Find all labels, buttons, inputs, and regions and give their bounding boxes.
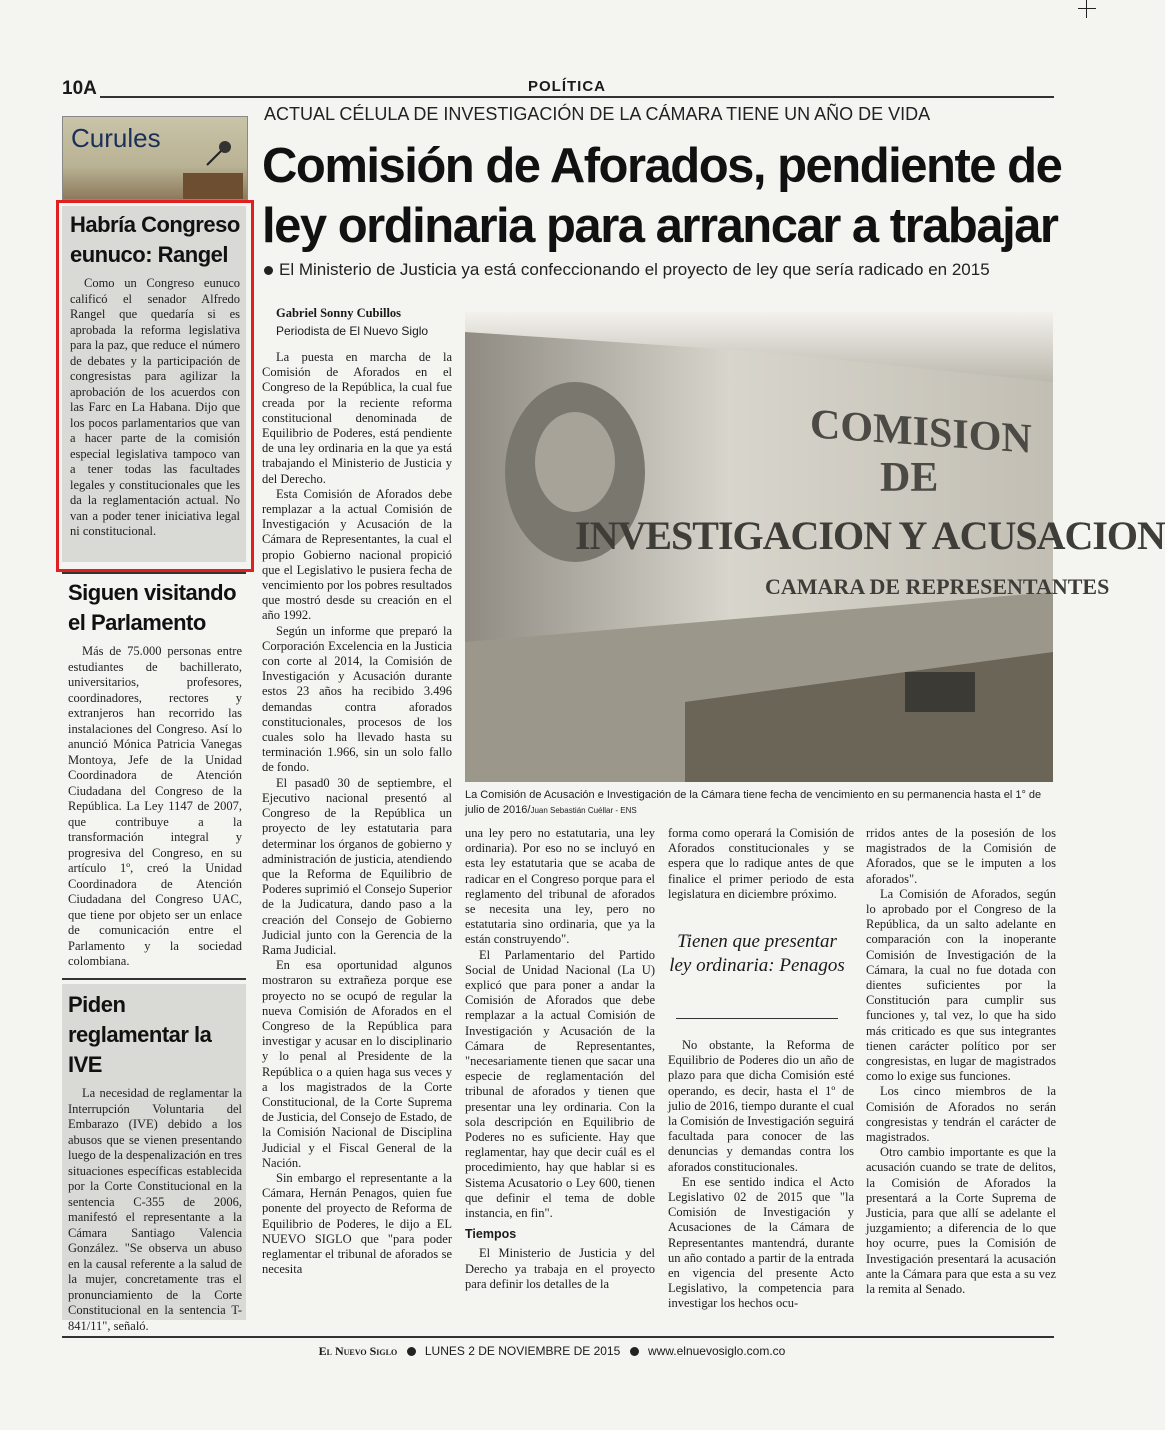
brief-1 xyxy=(62,206,246,562)
brief-1-body: Como un Congreso eunuco calificó el senador Alfredo Rangel que quedaría si es aprobada la reforma legislativa para la paz, que reduce el número de debates y la participación de congresistas para agilizar la aprobación de los acuerdos con las Farc en La Habana. Dijo que los pocos parlamentarios que van a hacer parte de la comisión especial legislativa tampoco van a tener todas las facultades legales y constitucionales que les da la reglamentación actual. No van a poder tener iniciativa legal ni constitucional. xyxy=(70,276,240,538)
bullet-icon xyxy=(630,1347,639,1356)
paragraph: Otro cambio importante es que la acusación cuando se trate de delitos, la Comisión de Aforados la presentará a la Corte Suprema de Justicia, para que allí se adelante el juzgamiento; a diferencia de lo que hoy ocurre, pues la Comisión de Investigación presentará la acusación ante la Cámara para que esta a su vez la remita al Senado. xyxy=(866,1145,1056,1297)
microphone-icon xyxy=(203,139,233,169)
page-number: 10A xyxy=(62,78,97,99)
bullet-icon xyxy=(264,266,273,275)
sidebar-divider xyxy=(62,978,246,980)
brief-2 xyxy=(62,576,246,966)
sign-line-1: COMISION xyxy=(810,401,1032,463)
author-name: Gabriel Sonny Cubillos xyxy=(276,306,402,320)
paragraph: Esta Comisión de Aforados debe remplazar a la actual Comisión de Investigación y Acusación de la Cámara de Representantes, la cual el propio Gobierno nacional propició que el Legislativo le pusiera fecha de vencimiento por los pobres resultados que mostró desde su creación en el año 1992. xyxy=(262,486,452,623)
brief-2-body: Más de 75.000 personas entre estudiantes de bachillerato, universitarios, profesores, coordinadores, rectores y extranjeros han recorrido las instalaciones del Congreso. Así lo anunció Mónica Patricia Vanegas Montoya, Jefe de la Unidad Coordinadora de Atención Ciudadana del Congreso de la República. La Ley 1147 de 2007, que contribuye a la transformación integral y progresiva del Congreso, en su artículo 1º, creó la Unidad Coordinadora de Atención Ciudadana del Congreso UAC, que tiene por objeto ser un enlace de comunicación entre el Parlamento y la sociedad colombiana. xyxy=(68,644,242,968)
brief-2-heading: Siguen visitando el Parlamento xyxy=(68,580,237,635)
paragraph: El Ministerio de Justicia y del Derecho ya trabaja en el proyecto para definir los detalles de la xyxy=(465,1246,655,1291)
paragraph: una ley pero no estatutaria, una ley ordinaria). Por eso no se incluyó en esta ley estatutaria que se acaba de radicar en el Congreso porque para el reglamento del tribunal de aforados se necesita una ley, pero no estatutaria sino ordinaria, que ya la están construyendo". xyxy=(465,826,655,947)
paragraph: El pasad0 30 de septiembre, el Ejecutivo nacional presentó al Congreso de la República un proyecto de ley estatutaria para determinar los órganos de gobierno y administración de justicia, atendiendo que la Reforma de Equilibrio de Poderes suprimió el Consejo Superior de la Judicatura, dando paso a la creación del Consejo de Gobierno Judicial junto con la Gerencia de la Rama Judicial. xyxy=(262,775,452,957)
paragraph: Los cinco miembros de la Comisión de Aforados no serán congresistas y tendrán el carácter de magistrados. xyxy=(866,1084,1056,1145)
header-rule xyxy=(100,96,1054,98)
paragraph: En ese sentido indica el Acto Legislativo 02 de 2015 que "la Comisión de Investigación y Acusaciones de la Cámara de Representantes mantendrá, durante un año contado a partir de la entrada en vigencia del presente Acto Legislativo, la competencia para investigar los hechos ocu- xyxy=(668,1174,854,1311)
paragraph: Según un informe que preparó la Corporación Excelencia en la Justicia con corte al 2014, la Comisión de Investigación y Acusación durante estos 23 años ha recibido 3.496 demandas contra aforados constitucionales, procesos de los cuales solo ha llevado hasta su terminación 1.966, sin un solo fallo de fondo. xyxy=(262,623,452,775)
article-column-3 xyxy=(668,826,854,902)
sidebar-divider xyxy=(62,572,246,574)
article-column-2 xyxy=(465,826,655,1292)
bullet-icon xyxy=(407,1347,416,1356)
photo-caption xyxy=(465,788,1053,818)
registration-mark xyxy=(1078,0,1096,18)
sign-line-4: CAMARA DE REPRESENTANTES xyxy=(765,574,1110,599)
sign-line-2: DE xyxy=(880,455,939,501)
paragraph: Sin embargo el representante a la Cámara, Hernán Penagos, quien fue ponente del proyecto de Reforma de Equilibrio de Poderes, le dijo a EL NUEVO SIGLO que "para poder reglamentar el tribunal de aforados se necesita xyxy=(262,1170,452,1277)
author-role: Periodista de El Nuevo Siglo xyxy=(276,324,429,338)
paragraph: rridos antes de la posesión de los magistrados de la Comisión de Aforados, que se le imputen a los aforados". xyxy=(866,826,1056,886)
sign-line-3: INVESTIGACION Y ACUSACION xyxy=(575,513,1165,558)
paragraph: La puesta en marcha de la Comisión de Aforados en el Congreso de la República, la cual fue creada por la reciente reforma constitucional denominada de Equilibrio de Poderes, está pendiente de una ley ordinaria en la que ya está trabajando el Ministerio de Justicia y del Derecho. xyxy=(262,350,452,486)
podium-image xyxy=(183,173,243,199)
paragraph: forma como operará la Comisión de Aforados constitucionales y se espera que lo radique antes de que finalice el primer periodo de esta legislatura en diciembre próximo. xyxy=(668,826,854,901)
article-subhead xyxy=(264,260,1064,280)
paragraph: La Comisión de Aforados, según lo aprobado por el Congreso de la República, da un salto adelante en comparación con la inoperante Comisión de Investigación de la Cámara, la cual no fue dotada con dientes suficientes por la Constitución para cumplir sus funciones y, tal vez, lo que ha sido más criticado es que sus integrantes tienen carácter político por ser congresistas, en lugar de magistrados como lo exige sus funciones. xyxy=(866,886,1056,1084)
article-column-1 xyxy=(262,350,452,1277)
sidebar-title: Curules xyxy=(71,123,161,153)
brief-1-heading: Habría Congreso eunuco: Rangel xyxy=(70,212,240,267)
article-column-3b xyxy=(668,1038,854,1312)
pull-quote-rule xyxy=(676,1018,838,1019)
footer-brand: El Nuevo Siglo xyxy=(318,1344,398,1358)
footer-rule xyxy=(62,1336,1054,1338)
brief-3-body: La necesidad de reglamentar la Interrupción Voluntaria del Embarazo (IVE) debido a los abusos que se vienen presentando luego de la despenalización en tres situaciones específicas establecida por la Corte Constitucional en la sentencia C-355 de 2006, manifestó el representante a la Cámara Santiago Valencia González. "Se observa un abuso en la causal referente a la salud de la mujer, concretamente tras el pronunciamiento de la Corte Constitucional en la sentencia T-841/11", señaló. xyxy=(68,1086,242,1333)
subhead-text: El Ministerio de Justicia ya está confeccionando el proyecto de ley que sería radicado en 2015 xyxy=(279,260,990,279)
paragraph: El Parlamentario del Partido Social de Unidad Nacional (La U) explicó que para poner a andar la Comisión de Aforados que debe remplazar a la actual Comisión de Investigación y Acusación de la Cámara de Representantes, "necesariamente tienen que sacar una especie de reglamentación del tribunal de aforados y tienen que presentar una ley ordinaria. Con la sola descripción en Equilibrio de Poderes no es suficiente. Hay que reglamentar, hay que decir cuál es el procedimiento, hay que hablar si es Sistema Acusatorio o Ley 600, tienen que definir el tema de doble instancia, en fin". xyxy=(465,947,655,1221)
article-photo xyxy=(465,312,1165,782)
subtitle-tiempos: Tiempos xyxy=(465,1227,517,1242)
pull-quote: Tienen que presentar ley ordinaria: Penagos xyxy=(669,931,845,976)
article-kicker: ACTUAL CÉLULA DE INVESTIGACIÓN DE LA CÁMARA TIENE UN AÑO DE VIDA xyxy=(264,104,931,124)
caption-text: La Comisión de Acusación e Investigación de la Cámara tiene fecha de vencimiento en su permanencia hasta el 1° de julio de 2016/ xyxy=(465,789,1042,816)
section-label: POLÍTICA xyxy=(520,78,614,95)
article-column-4 xyxy=(866,826,1056,1297)
footer-url: www.elnuevosiglo.com.co xyxy=(647,1344,786,1358)
paragraph: En esa oportunidad algunos mostraron su extrañeza porque ese proyecto no se ocupó de regular la nueva Comisión de Aforados en el Congreso de la República para investigar y acusar en lo disciplinario y lo penal al Presidente de la República o a quien haga sus veces y a los magistrados de la Corte Constitucional, de la Corte Suprema de Justicia, del Consejo de Estado, de la Comisión Nacional de Disciplina Judicial y el Fiscal General de la Nación. xyxy=(262,958,452,1170)
page-footer xyxy=(0,1344,1104,1359)
brief-3-heading: Piden reglamentar la IVE xyxy=(68,992,212,1077)
photo-credit: Juan Sebastián Cuéllar - ENS xyxy=(530,806,637,815)
brief-3 xyxy=(62,984,246,1333)
article-headline: Comisión de Aforados, pendiente de ley ordinaria para arrancar a trabajar xyxy=(262,139,1062,253)
curules-banner xyxy=(62,116,248,200)
paragraph: No obstante, la Reforma de Equilibrio de Poderes dio un año de plazo para que dicha Comisión esté operando, es decir, hasta el 1º de julio de 2016, tiempo durante el cual la Comisión de Investigación seguirá facultada para conocer de las denuncias y demandas contra los aforados constitucionales. xyxy=(668,1038,854,1174)
footer-date: LUNES 2 DE NOVIEMBRE DE 2015 xyxy=(424,1344,621,1358)
